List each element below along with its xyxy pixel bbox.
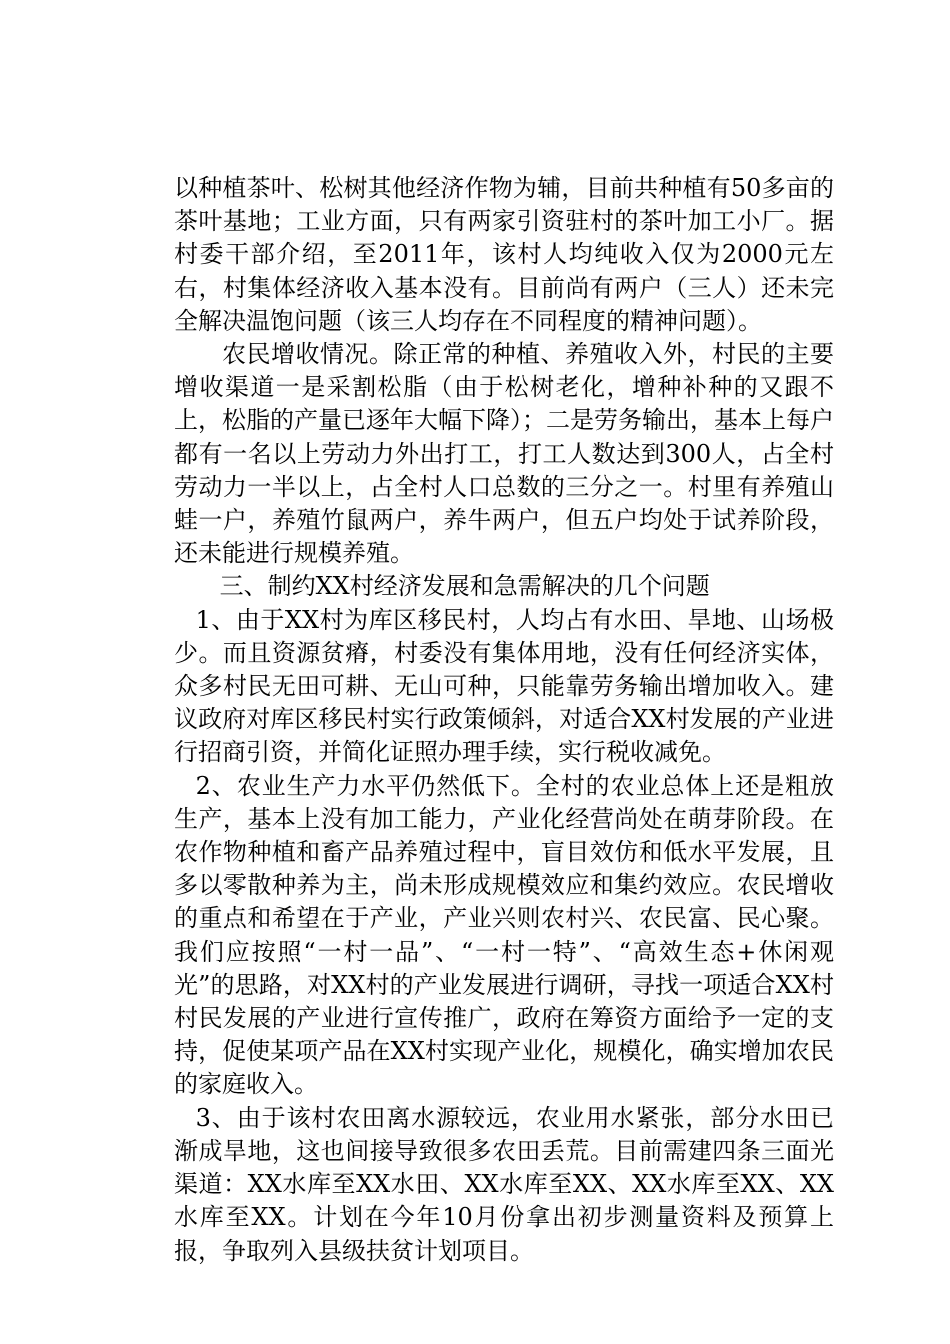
paragraph-item-3: 3、由于该村农田离水源较远，农业用水紧张，部分水田已渐成旱地，这也间接导致很多农田丢荒。目前需建四条三面光渠道：XX水库至XX水田、XX水库至XX、XX水库至XX、XX水库至XX。计划在今年10月份拿出初步测量资料及预算上报，争取列入县级扶贫计划项目。 [174,1103,834,1265]
paragraph-farmer-income: 农民增收情况。除正常的种植、养殖收入外，村民的主要增收渠道一是采割松脂（由于松树老化，增种补种的又跟不上，松脂的产量已逐年大幅下降）；二是劳务输出，基本上每户都有一名以上劳动力外出打工，打工人数达到300人，占全村劳动力一半以上，占全村人口总数的三分之一。村里有养殖山蛙一户，养殖竹鼠两户，养牛两户，但五户均处于试养阶段，还未能进行规模养殖。 [174,340,834,568]
section-heading-three: 三、制约XX村经济发展和急需解决的几个问题 [219,572,710,601]
paragraph-item-2: 2、农业生产力水平仍然低下。全村的农业总体上还是粗放生产，基本上没有加工能力，产业化经营尚处在萌芽阶段。在农作物种植和畜产品养殖过程中，盲目效仿和低水平发展，且多以零散种养为主，尚未形成规模效应和集约效应。农民增收的重点和希望在于产业，产业兴则农村兴、农民富、民心聚。我们应按照“一村一品”、“一村一特”、“高效生态+休闲观光”的思路，对XX村的产业发展进行调研，寻找一项适合XX村村民发展的产业进行宣传推广，政府在筹资方面给予一定的支持，促使某项产品在XX村实现产业化，规模化，确实增加农民的家庭收入。 [174,771,834,1099]
paragraph-item-1: 1、由于XX村为库区移民村，人均占有水田、旱地、山场极少。而且资源贫瘠，村委没有集体用地，没有任何经济实体，众多村民无田可耕、无山可种，只能靠劳务输出增加收入。建议政府对库区移民村实行政策倾斜，对适合XX村发展的产业进行招商引资，并简化证照办理手续，实行税收减免。 [174,605,834,767]
document-body [174,172,834,1268]
paragraph-continuation: 以种植茶叶、松树其他经济作物为辅，目前共种植有50多亩的茶叶基地；工业方面，只有两家引资驻村的茶叶加工小厂。据村委干部介绍，至2011年，该村人均纯收入仅为2000元左右，村集体经济收入基本没有。目前尚有两户（三人）还未完全解决温饱问题（该三人均存在不同程度的精神问题）。 [174,174,834,335]
